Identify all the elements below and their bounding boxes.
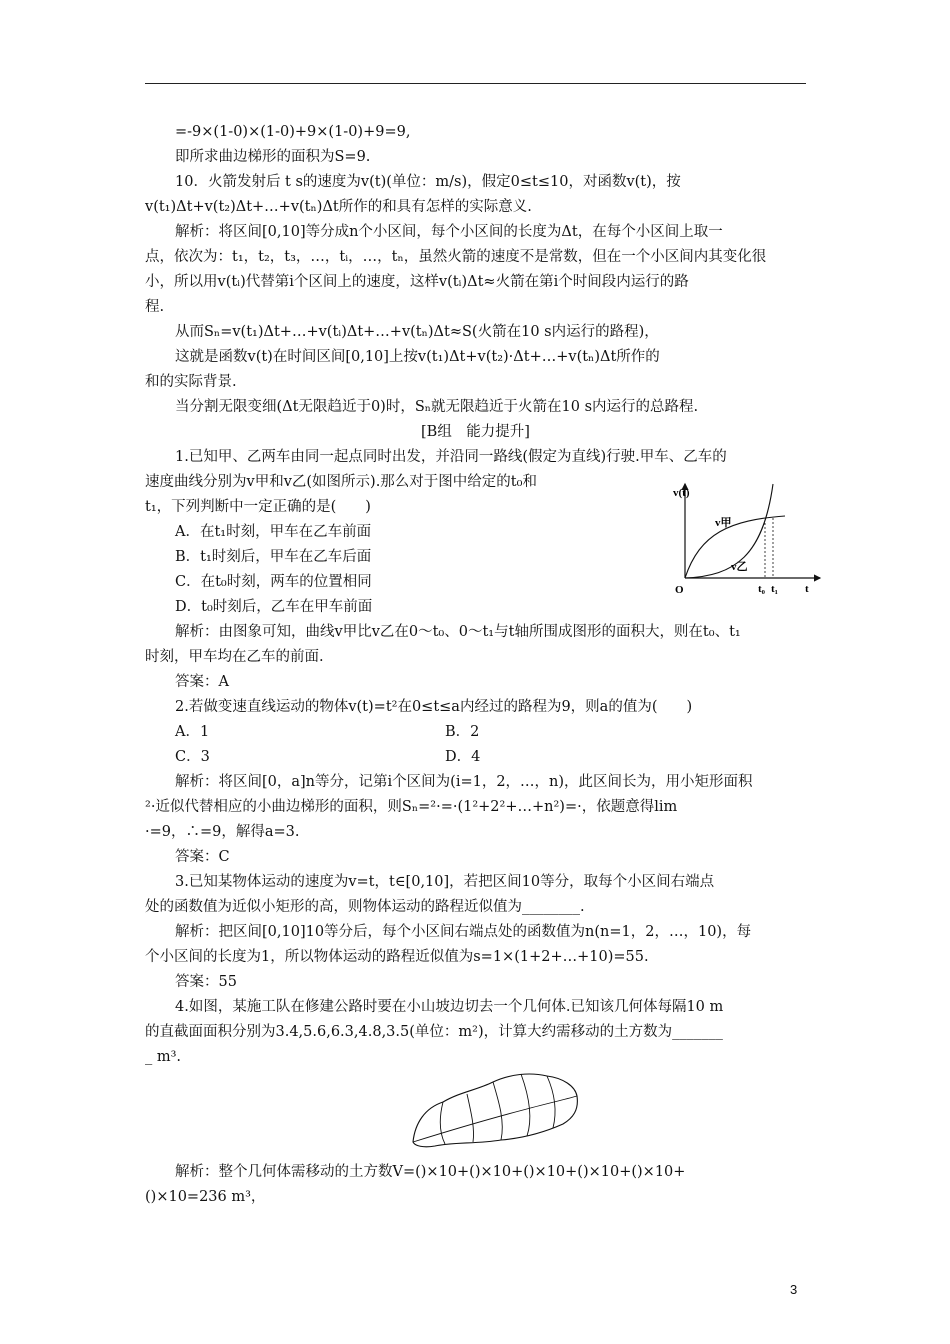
option-c: C．在t₀时刻，两车的位置相同 [175,574,372,590]
option-b: B．t₁时刻后，甲车在乙车后面 [175,549,372,565]
section-3 [493,1082,502,1140]
text-line: =-9×(1-0)×(1-0)+9×(1-0)+9=9, [175,124,411,140]
section-2 [467,1094,474,1142]
text-line: 时刻，甲车均在乙车的前面. [145,649,324,665]
option-d: D．t₀时刻后，乙车在甲车前面 [175,599,373,615]
text-line: 速度曲线分别为v甲和v乙(如图所示).那么对于图中给定的t₀和 [145,474,537,490]
text-line: 小，所以用v(tᵢ)代替第i个区间上的速度，这样v(tᵢ)Δt≈火箭在第i个时间段内运行的路 [145,274,689,290]
curve-yi [685,484,773,578]
text-line: 解析：将区间[0,10]等分成n个小区间，每个小区间的长度为Δt，在每个小区间上取一 [175,224,723,240]
text-line: ·=9，∴=9，解得a=3. [145,824,300,840]
section-heading: [B组 能力提升] [421,424,530,440]
option-c: C．3 [175,749,210,765]
answer-line: 答案：55 [175,974,237,990]
solid-outline [413,1074,577,1147]
text-line: 解析：把区间[0,10]10等分后，每个小区间右端点处的函数值为n(n=1，2，…，10)，每 [175,924,752,940]
velocity-graph [655,478,825,600]
header-rule [145,83,806,84]
page-number: 3 [790,1282,798,1297]
text-line: 和的实际背景. [145,374,237,390]
text-line: 1.已知甲、乙两车由同一起点同时出发，并沿同一路线(假定为直线)行驶.甲车、乙车的 [175,449,727,465]
answer-line: 答案：C [175,849,230,865]
text-line: ()×10=236 m³， [145,1189,266,1205]
text-line: v(t₁)Δt+v(t₂)Δt+…+v(tₙ)Δt所作的和具有怎样的实际意义. [145,199,532,215]
text-line: _ m³. [145,1049,182,1065]
t0-label: t₀ [758,583,765,595]
text-line: 解析：由图象可知，曲线v甲比v乙在0～t₀、0～t₁与t轴所围成图形的面积大，则在t₀、t₁ [175,624,741,640]
text-line: 2.若做变速直线运动的物体v(t)=t²在0≤t≤a内经过的路程为9，则a的值为( ) [175,699,693,715]
text-line: 4.如图，某施工队在修建公路时要在小山坡边切去一个几何体.已知该几何体每隔10 m [175,999,724,1015]
t1-label: t₁ [771,583,778,595]
origin-label: O [675,584,684,596]
section-1 [440,1102,445,1144]
solid-figure [405,1068,585,1152]
answer-line: 答案：A [175,674,229,690]
curve-jia-label: v甲 [715,517,732,529]
x-axis-label: t [805,583,809,595]
option-a: A．1 [175,724,210,740]
text-line: 10．火箭发射后 t s的速度为v(t)(单位：m/s)，假定0≤t≤10，对函数v(t)，按 [175,174,681,190]
text-line: 程. [145,299,165,315]
text-line: 这就是函数v(t)在时间区间[0,10]上按v(t₁)Δt+v(t₂)·Δt+…+v(tₙ)Δt所作的 [175,349,660,365]
curve-yi-label: v乙 [731,561,748,573]
text-line: ²·近似代替相应的小曲边梯形的面积，则Sₙ=²·=·(1²+2²+…+n²)=·，依题意得lim [145,799,678,815]
option-a: A．在t₁时刻，甲车在乙车前面 [175,524,372,540]
option-d: D．4 [445,749,481,765]
text-line: 解析：整个几何体需移动的土方数V=()×10+()×10+()×10+()×10+()×10+ [175,1164,686,1180]
text-line: 的直截面面积分别为3.4,5.6,6.3,4.8,3.5(单位：m²)，计算大约需移动的土方数为_______ [145,1024,723,1040]
text-line: 个小区间的长度为1，所以物体运动的路程近似值为s=1×(1+2+…+10)=55. [145,949,649,965]
text-line: 3.已知某物体运动的速度为v=t，t∈[0,10]，若把区间10等分，取每个小区间右端点 [175,874,715,890]
text-line: 当分割无限变细(Δt无限趋近于0)时，Sₙ就无限趋近于火箭在10 s内运行的总路程. [175,399,699,415]
text-line: 从而Sₙ=v(t₁)Δt+…+v(tᵢ)Δt+…+v(tₙ)Δt≈S(火箭在10 s内运行的路程)， [175,324,659,340]
y-axis-label: v(t) [673,487,690,499]
option-b: B．2 [445,724,480,740]
text-line: 点，依次为：t₁，t₂，t₃，…，tᵢ，…，tₙ，虽然火箭的速度不是常数，但在一个小区间内其变化很 [145,249,767,265]
text-line: 解析：将区间[0，a]n等分，记第i个区间为(i=1，2，…，n)，此区间长为，用小矩形面积 [175,774,753,790]
solid-base [413,1096,577,1142]
text-line: 即所求曲边梯形的面积为S=9. [175,149,371,165]
text-line: 处的函数值为近似小矩形的高，则物体运动的路程近似值为________. [145,899,585,915]
text-line: t₁，下列判断中一定正确的是( ) [145,499,371,515]
section-4 [521,1074,530,1136]
